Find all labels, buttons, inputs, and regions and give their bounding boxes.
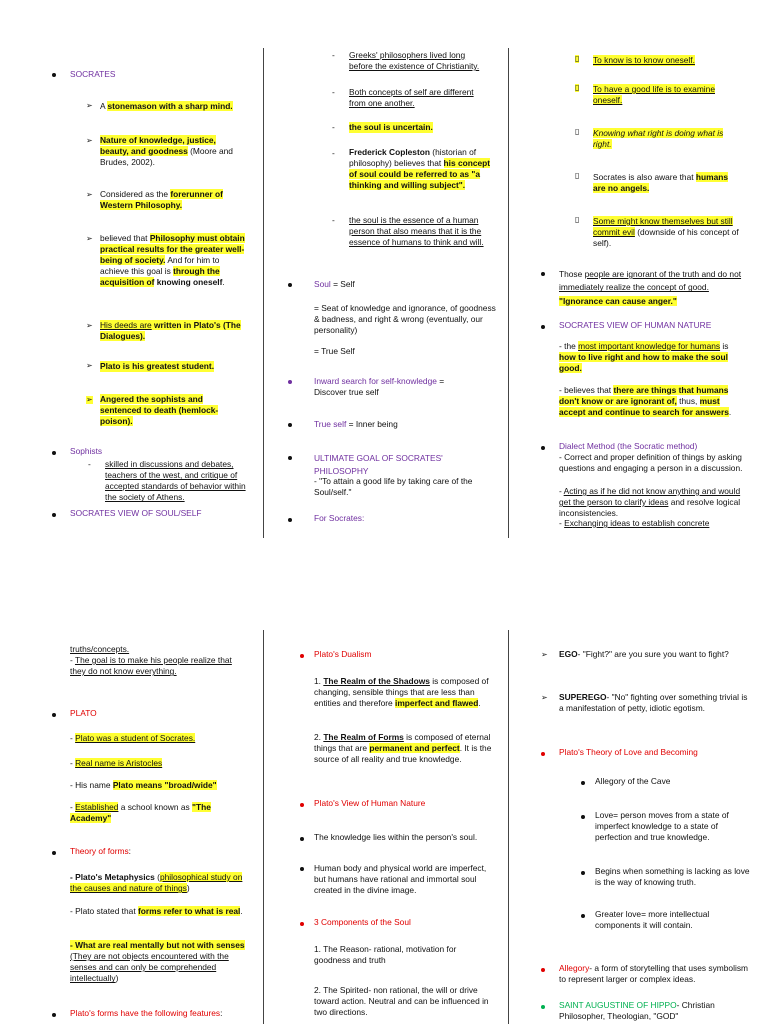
plato-fact-2	[70, 758, 162, 769]
know-item: To know is to know oneself.	[593, 55, 695, 65]
copleston-desc: (historian of philosophy) believes that	[349, 147, 477, 169]
features-label: Plato's forms have the following features	[70, 1008, 221, 1018]
important-highlight: how to live right and how to make the soul good.	[559, 352, 728, 374]
dash-bullet: -	[88, 459, 91, 469]
bullet	[52, 73, 56, 77]
begins-item: Begins when something is lacking as love is the way of knowing truth.	[595, 866, 750, 888]
believes-thus: thus,	[676, 396, 700, 407]
believes-prefix: - believes that	[559, 385, 614, 395]
stated-highlight: forms refer to what is real	[137, 906, 241, 916]
augustine-desc: - Christian Philosopher, Theologian, "GOD"	[559, 1000, 715, 1022]
dialect-2-rest: and resolve logical inconsistencies.	[559, 497, 741, 519]
ultimate-heading: ULTIMATE GOAL OF SOCRATES' PHILOSOPHY	[314, 453, 443, 477]
ignorant-underline: people are ignorant of the truth and do not immediately realize the concept of good.	[559, 269, 742, 293]
mental-highlight: - What are real mentally but not with senses	[70, 940, 245, 950]
forerunner-prefix: Considered as the	[100, 189, 171, 199]
inner-being: = Inner being	[346, 419, 398, 429]
believed-knowing: knowing oneself	[154, 277, 223, 288]
mental-desc: (They are not objects encountered with the senses and can only be comprehended intellectually	[70, 951, 229, 984]
sophists-description: skilled in discussions and debates, teachers of the west, and critique of accepted standards of behavior within the society of Athens.	[105, 459, 246, 503]
forerunner-highlight: forerunner of Western Philosophy.	[100, 189, 223, 211]
bullet	[541, 272, 545, 276]
dash-bullet: -	[332, 87, 335, 97]
soul-item	[314, 279, 355, 290]
bullet	[288, 423, 292, 427]
p1-dash: -	[70, 733, 76, 743]
column-divider-left	[263, 48, 264, 538]
mental-item	[70, 940, 248, 984]
realm1-desc: is composed of changing, sensible things that are less than entities and therefore	[314, 676, 489, 709]
believed-period: .	[222, 277, 225, 288]
believed-middle: And for him to achieve this goal is	[100, 255, 220, 277]
believed-prefix: believed that	[100, 233, 150, 243]
believes-search: must accept and continue to search for answers	[559, 396, 729, 418]
copleston-name: Frederick Copleston	[349, 147, 430, 157]
forerunner-item	[100, 189, 246, 211]
square-bullet-icon: ▯	[575, 127, 580, 136]
stonemason-highlight: stonemason with a sharp mind.	[107, 101, 233, 111]
meta-highlight: philosophical study on the causes and nature of things	[70, 872, 243, 894]
realm2-num: 2.	[314, 732, 324, 742]
plato-student-item: Plato is his greatest student.	[100, 361, 215, 371]
realm2-name: The Realm of Forms	[323, 732, 404, 742]
ego-label: EGO	[559, 649, 578, 659]
square-bullet-icon: ▯	[575, 215, 580, 224]
arrow-bullet-icon: ➢	[86, 395, 93, 404]
soul-equals: = Self	[330, 279, 355, 289]
nature-citation: (Moore and Brudes, 2002).	[100, 146, 233, 168]
plato-fact-4	[70, 802, 230, 824]
ignorant-prefix: Those	[559, 269, 585, 279]
ignorant-quote: "Ignorance can cause anger."	[559, 295, 677, 306]
plato-fact-3	[70, 780, 217, 791]
superego-label: SUPEREGO	[559, 692, 607, 702]
arrow-bullet-icon: ➢	[86, 361, 93, 370]
important-item	[559, 341, 741, 374]
body-item: Human body and physical world are imperfect, but humans have rational and immortal soul created in the divine image.	[314, 863, 487, 896]
p3-highlight: Plato means "broad/wide"	[112, 780, 217, 790]
bullet	[581, 871, 585, 875]
arrow-bullet-icon: ➢	[86, 136, 93, 145]
metaphysics-item	[70, 872, 248, 894]
bullet	[288, 380, 292, 384]
aware-prefix: Socrates is also aware that	[593, 172, 696, 182]
angered-highlight: Angered the sophists and sentenced to death (hemlock-poison).	[100, 394, 219, 427]
important-is: is	[720, 341, 729, 351]
nature-item	[100, 135, 246, 168]
bullet	[52, 1013, 56, 1017]
p4-dash: -	[70, 802, 76, 812]
soul-label: Soul	[314, 279, 331, 289]
inward-label: Inward search for self-knowledge	[314, 376, 437, 386]
bullet	[581, 815, 585, 819]
p2-dash: -	[70, 758, 76, 768]
might-item	[593, 216, 743, 249]
dialect-point-1: - Correct and proper definition of things by asking questions and engaging a person in a discussion.	[559, 452, 743, 474]
p4-school: a school known as	[118, 802, 192, 812]
features-colon: :	[220, 1008, 223, 1018]
ignorant-item	[559, 268, 749, 308]
components-heading: 3 Components of the Soul	[314, 917, 411, 927]
bullet	[581, 781, 585, 785]
forms-colon: :	[128, 846, 131, 856]
meta-label: - Plato's Metaphysics	[70, 872, 155, 882]
realm2-highlight: permanent and perfect	[369, 743, 460, 754]
true-self-equals: = True Self	[314, 346, 355, 356]
human-nature-heading: SOCRATES VIEW OF HUMAN NATURE	[559, 320, 712, 330]
bullet	[581, 914, 585, 918]
love-equals-item: Love= person moves from a state of imperfect knowledge to a state of perfection and true knowledge.	[595, 810, 729, 843]
dialect-2-dash: -	[559, 486, 564, 496]
for-socrates-heading: For Socrates:	[314, 513, 365, 523]
aware-item	[593, 172, 741, 194]
dialect-3-underline: Exchanging ideas to establish concrete	[564, 518, 710, 528]
aware-highlight: humans are no angels.	[593, 172, 729, 194]
bullet	[300, 837, 304, 841]
ultimate-description: - "To attain a good life by taking care of the Soul/self."	[314, 476, 473, 498]
column-divider-left	[263, 630, 264, 1024]
meta-open: (	[154, 872, 160, 882]
seat-description: = Seat of knowledge and ignorance, of goodness & badness, and right & wrong (eventually, our personality)	[314, 303, 496, 336]
believes-item	[559, 385, 743, 418]
deeds-highlight: His deeds are	[100, 320, 152, 330]
realm1-num: 1.	[314, 676, 324, 686]
arrow-bullet-icon: ➢	[541, 693, 548, 702]
deeds-item	[100, 320, 248, 342]
bullet	[300, 867, 304, 871]
believes-period: .	[728, 407, 732, 418]
ego-desc: - "Fight?" are you sure you want to fight?	[577, 649, 729, 659]
stonemason-item	[100, 101, 250, 112]
bullet	[288, 283, 292, 287]
realm2-desc: is composed of eternal things that are	[314, 732, 491, 754]
augustine-label: SAINT AUGUSTINE OF HIPPO	[559, 1000, 677, 1010]
bullet	[541, 325, 545, 329]
augustine-item	[559, 1000, 753, 1022]
p2-highlight: Real name is Aristocles	[75, 758, 163, 768]
discover-text: Discover true self	[314, 387, 379, 398]
realm1-highlight: imperfect and flawed	[395, 698, 479, 709]
deeds-written: written in Plato's (The Dialogues).	[100, 320, 241, 342]
believes-highlight: there are things that humans don't know or are ignorant of,	[559, 385, 729, 407]
essence-item: the soul is the essence of a human person that also means that it is the essence of humans to think and will.	[349, 215, 484, 248]
bullet	[300, 803, 304, 807]
knowledge-item: The knowledge lies within the person's soul.	[314, 832, 478, 842]
reason-item: 1. The Reason- rational, motivation for goodness and truth	[314, 944, 457, 966]
realm1-period: .	[478, 698, 481, 709]
copleston-highlight: his concept of soul could be referred to as "a thinking and willing subject".	[349, 158, 491, 191]
truths-goal: The goal is to make his people realize that they do not know everything.	[70, 655, 232, 677]
plato-heading: PLATO	[70, 708, 97, 718]
dialect-heading: Dialect Method (the Socratic method)	[559, 441, 698, 451]
truths-underline: truths/concepts.	[70, 644, 130, 654]
p4-established: Established	[75, 802, 119, 812]
forms-heading	[70, 846, 131, 857]
believed-acquisition: through the acquisition of	[100, 266, 220, 288]
concepts-item: Both concepts of self are different from one another.	[349, 87, 474, 109]
allegory-label: Allegory	[559, 963, 590, 973]
knowing-right-item	[593, 128, 743, 150]
stated-prefix: - Plato stated that	[70, 906, 138, 916]
angered-item	[100, 394, 242, 427]
nature-highlight: Nature of knowledge, justice, beauty, and goodness	[100, 135, 216, 157]
column-divider-right	[508, 630, 509, 1024]
p3-prefix: - His name	[70, 780, 113, 790]
dash-bullet: -	[332, 148, 335, 158]
good-life-highlight: To have a good life is to examine oneself.	[593, 84, 715, 106]
bottom-page-panel	[0, 512, 768, 1024]
greater-item: Greater love= more intellectual components it will contain.	[595, 909, 710, 931]
bullet	[300, 922, 304, 926]
bullet	[300, 654, 304, 658]
truths-dash: -	[70, 655, 75, 666]
dash-bullet: -	[332, 122, 335, 132]
socrates-heading: SOCRATES	[70, 69, 116, 79]
good-life-item	[593, 84, 733, 106]
truths-continuation	[70, 644, 246, 677]
arrow-bullet-icon: ➢	[86, 234, 93, 243]
arrow-bullet-icon: ➢	[86, 101, 93, 110]
bullet	[52, 713, 56, 717]
important-prefix: - the	[559, 341, 579, 351]
forms-label: Theory of forms	[70, 846, 129, 856]
love-heading: Plato's Theory of Love and Becoming	[559, 747, 698, 757]
might-desc: (downside of his concept of self).	[593, 227, 739, 249]
soul-self-heading: SOCRATES VIEW OF SOUL/SELF	[70, 508, 202, 518]
bullet	[541, 968, 545, 972]
bullet	[541, 752, 545, 756]
ego-item	[559, 649, 749, 660]
allegory-item	[559, 963, 753, 985]
arrow-bullet-icon: ➢	[541, 650, 548, 659]
dualism-heading: Plato's Dualism	[314, 649, 372, 659]
important-underline: most important knowledge for humans	[578, 341, 721, 351]
mental-close: )	[115, 973, 119, 984]
believed-highlight: Philosophy must obtain practical results for the greater well-being of society.	[100, 233, 245, 266]
greeks-item: Greeks' philosophers lived long before the existence of Christianity.	[349, 50, 480, 72]
believed-item	[100, 233, 248, 288]
dialect-2-underline: Acting as if he did not know anything and would get the person to clarify ideas	[559, 486, 741, 508]
square-bullet-icon: ▯	[575, 83, 580, 92]
p1-highlight: Plato was a student of Socrates.	[75, 733, 196, 743]
spirited-item: 2. The Spirited- non rational, the will or drive toward action. Neutral and can be influenced in two directions.	[314, 985, 489, 1018]
features-heading	[70, 1008, 222, 1019]
plato-fact-1	[70, 733, 195, 744]
bullet	[541, 446, 545, 450]
realm1-name: The Realm of the Shadows	[323, 676, 430, 686]
square-bullet-icon: ▯	[575, 54, 580, 63]
true-self-item	[314, 419, 398, 430]
true-self-label: True self	[314, 419, 347, 429]
bullet	[288, 456, 292, 460]
square-bullet-icon: ▯	[575, 171, 580, 180]
knowing-right-highlight: Knowing what right is doing what is right.	[593, 128, 724, 150]
view-heading: Plato's View of Human Nature	[314, 798, 426, 808]
meta-close: )	[186, 883, 190, 894]
realm2-rest: . It is the source of all reality and true knowledge.	[314, 743, 492, 765]
allegory-desc: - a form of storytelling that uses symbolism to represent larger or complex ideas.	[559, 963, 748, 985]
uncertain-item: the soul is uncertain.	[349, 122, 433, 132]
superego-desc: - "No" fighting over something trivial is a manifestation of petty, idiotic egotism.	[559, 692, 748, 714]
dash-bullet: -	[332, 215, 335, 225]
inward-item	[314, 376, 494, 398]
bullet	[541, 1005, 545, 1009]
copleston-item	[349, 147, 495, 191]
superego-item	[559, 692, 749, 714]
dash-bullet: -	[332, 50, 335, 60]
stonemason-prefix: A	[100, 101, 108, 111]
column-divider-right	[508, 48, 509, 538]
might-highlight: Some might know themselves but still commit evil	[593, 216, 733, 238]
stated-item	[70, 906, 248, 917]
p4-academy: "The Academy"	[70, 802, 211, 824]
realm-forms	[314, 732, 492, 765]
sophists-heading: Sophists	[70, 446, 103, 456]
inward-equals: =	[436, 376, 445, 386]
arrow-bullet-icon: ➢	[86, 321, 93, 330]
bullet	[52, 851, 56, 855]
cave-item: Allegory of the Cave	[595, 776, 671, 786]
stated-period: .	[240, 906, 243, 916]
arrow-bullet-icon: ➢	[86, 190, 93, 199]
bullet	[52, 451, 56, 455]
dialect-3-dash: -	[559, 518, 565, 528]
realm-shadows	[314, 676, 492, 709]
